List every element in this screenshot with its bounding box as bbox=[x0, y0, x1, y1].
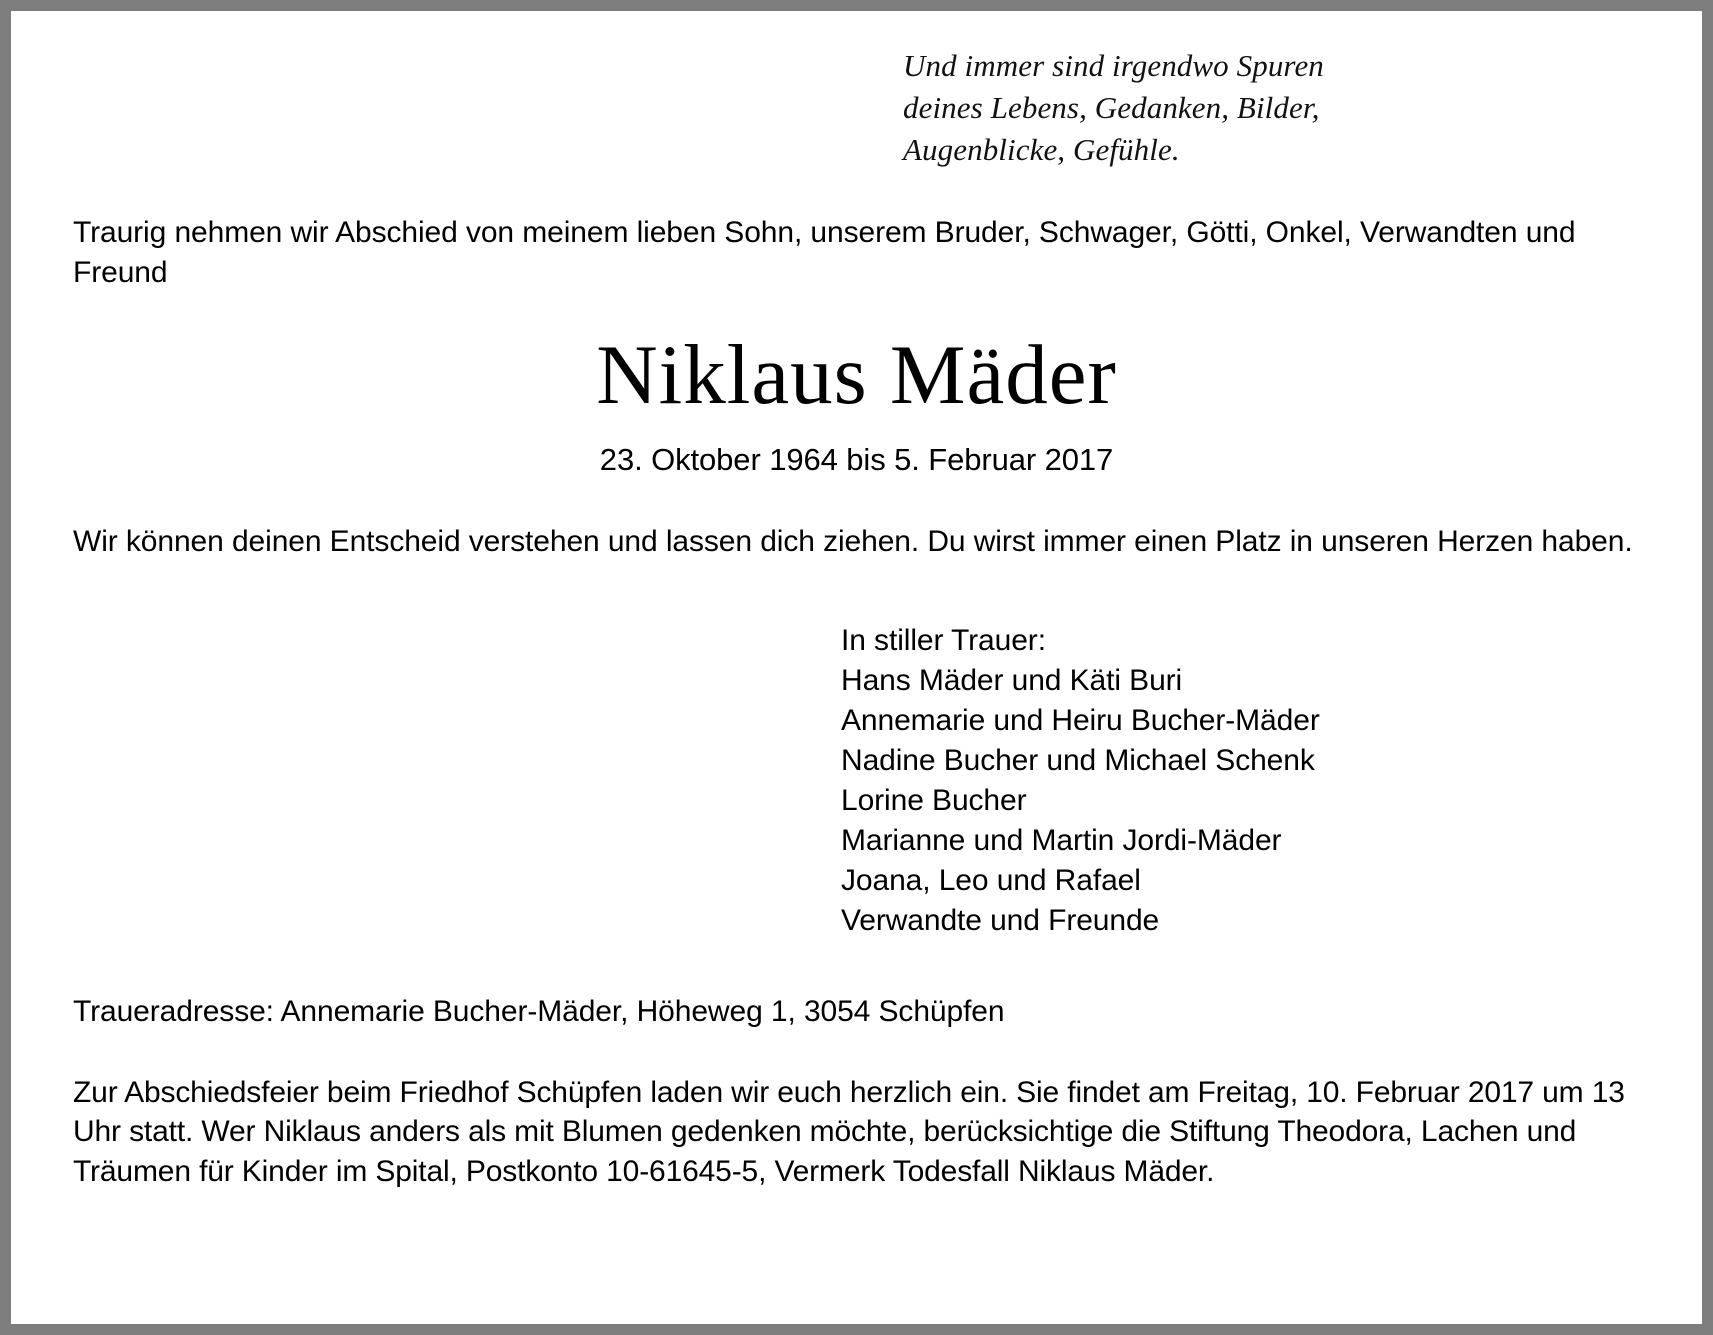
mourning-address: Traueradresse: Annemarie Bucher-Mäder, Höheweg 1, 3054 Schüpfen bbox=[73, 994, 1005, 1028]
obituary-content bbox=[11, 11, 1702, 1324]
intro-paragraph: Traurig nehmen wir Abschied von meinem lieben Sohn, unserem Bruder, Schwager, Götti, Onkel, Verwandten und Freund bbox=[73, 216, 1576, 290]
deceased-name: Niklaus Mäder bbox=[596, 328, 1117, 423]
name-block bbox=[73, 328, 1640, 477]
mourner-name: Joana, Leo und Rafael bbox=[841, 863, 1141, 897]
mourner-name: Annemarie und Heiru Bucher-Mäder bbox=[841, 704, 1320, 738]
funeral-details: Zur Abschiedsfeier beim Friedhof Schüpfen laden wir euch herzlich ein. Sie findet am Freitag, 10. Februar 2017 um 13 Uhr statt. Wer Niklaus anders als mit Blumen gedenken möchte, berücksichtige die Stiftung Theodora, Lachen und Träumen für Kinder im Spital, Postkonto 10-61645-5, Vermerk Todesfall Niklaus Mäder. bbox=[73, 1075, 1625, 1189]
mourners-heading: In stiller Trauer: bbox=[841, 624, 1046, 658]
epigraph-line-3: Augenblicke, Gefühle. bbox=[903, 132, 1180, 168]
message-paragraph: Wir können deinen Entscheid verstehen und lassen dich ziehen. Du wirst immer einen Platz in unseren Herzen haben. bbox=[73, 524, 1633, 558]
mourner-name: Hans Mäder und Käti Buri bbox=[841, 664, 1183, 698]
mourner-name: Marianne und Martin Jordi-Mäder bbox=[841, 823, 1282, 857]
mourner-name: Nadine Bucher und Michael Schenk bbox=[841, 744, 1315, 778]
epigraph bbox=[903, 45, 1640, 171]
mourner-name: Verwandte und Freunde bbox=[841, 903, 1160, 937]
life-dates: 23. Oktober 1964 bis 5. Februar 2017 bbox=[599, 441, 1114, 477]
mourners-block bbox=[841, 621, 1640, 940]
mourner-name: Lorine Bucher bbox=[841, 783, 1027, 817]
epigraph-line-2: deines Lebens, Gedanken, Bilder, bbox=[903, 90, 1320, 126]
epigraph-line-1: Und immer sind irgendwo Spuren bbox=[903, 48, 1324, 83]
